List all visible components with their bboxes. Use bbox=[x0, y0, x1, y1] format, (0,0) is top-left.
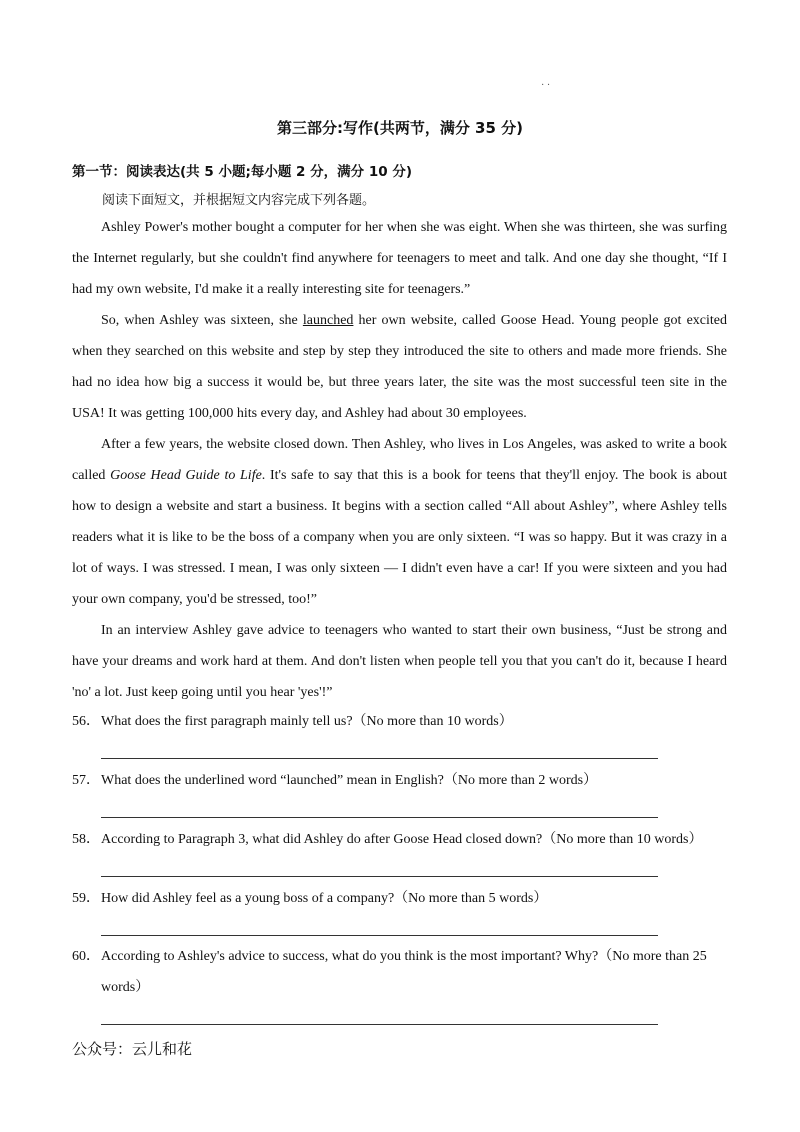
answer-line-56[interactable] bbox=[101, 758, 658, 759]
question-text: According to Ashley's advice to success, what do you think is the most important? Why?（No more than 25 bbox=[101, 949, 707, 964]
question-text: According to Paragraph 3, what did Ashley do after Goose Head closed down?（No more than 10 words） bbox=[101, 832, 703, 847]
paragraph-4: In an interview Ashley gave advice to teenagers who wanted to start their own business, “Just be strong and have your dreams and work hard at them. And don't listen when people tell you that you can't do it, because I heard 'no' a lot. Just keep going until you hear 'yes'!” bbox=[72, 623, 727, 700]
answer-line-57[interactable] bbox=[101, 817, 658, 818]
question-number: 60． bbox=[72, 949, 100, 964]
question-text: What does the first paragraph mainly tell us?（No more than 10 words） bbox=[101, 714, 513, 729]
question-58 bbox=[72, 824, 732, 855]
answer-line-58[interactable] bbox=[101, 876, 658, 877]
answer-line-60[interactable] bbox=[101, 1024, 658, 1025]
paragraph-2-rest: her own website, called Goose Head. Young people got excited when they searched on this website and step by step they introduced the site to others and made more friends. She had no idea how big a success it would be, but three years later, the site was the most successful teen site in the USA! It was getting 100,000 hits every day, and Ashley had about 30 employees. bbox=[72, 313, 727, 421]
paragraph-2-start: So, when Ashley was sixteen, she bbox=[101, 313, 303, 328]
question-56 bbox=[72, 706, 732, 737]
question-number: 57． bbox=[72, 773, 100, 788]
paragraph-3 bbox=[72, 429, 727, 615]
corner-marks: · · bbox=[541, 80, 551, 91]
answer-line-59[interactable] bbox=[101, 935, 658, 936]
underlined-word: launched bbox=[302, 313, 354, 328]
paragraph-2 bbox=[72, 305, 727, 429]
question-number: 56． bbox=[72, 714, 100, 729]
book-title: Goose Head Guide to Life bbox=[110, 468, 262, 483]
question-text: What does the underlined word “launched” mean in English?（No more than 2 words） bbox=[101, 773, 598, 788]
question-57 bbox=[72, 765, 732, 796]
paragraph-3-rest: . It's safe to say that this is a book for teens that they'll enjoy. The book is about how to design a website and start a business. It begins with a section called “All about Ashley”, where Ashley tells readers what it is like to be the boss of a company when you are only sixteen. “I was so happy. But it was crazy in a lot of ways. I was stressed. I mean, I was only sixteen — I didn't even have a car! If you were sixteen and you had your own company, you'd be stressed, too!” bbox=[72, 468, 727, 607]
section-title: 第一节：阅读表达(共 5 小题;每小题 2 分，满分 10 分) bbox=[72, 164, 413, 180]
paragraph-3-start: After a few years, the website closed down. Then Ashley, who lives in Los Angeles, was asked to write a book called bbox=[72, 437, 727, 483]
question-60 bbox=[72, 941, 732, 1003]
paragraph-1: Ashley Power's mother bought a computer for her when she was eight. When she was thirteen, she was surfing the Internet regularly, but she couldn't find anywhere for teenagers to meet and talk. And one day she thought, “If I had my own website, I'd make it a really interesting site for teenagers.” bbox=[72, 220, 727, 297]
instruction: 阅读下面短文，并根据短文内容完成下列各题。 bbox=[102, 193, 376, 208]
question-text: How did Ashley feel as a young boss of a company?（No more than 5 words） bbox=[101, 891, 548, 906]
question-59 bbox=[72, 883, 732, 914]
footer-account: 公众号：云儿和花 bbox=[72, 1040, 193, 1058]
part-title: 第三部分:写作(共两节，满分 35 分) bbox=[276, 119, 524, 137]
reading-passage bbox=[72, 212, 727, 708]
question-number: 58． bbox=[72, 832, 100, 847]
question-text-continued: words） bbox=[101, 980, 150, 995]
question-number: 59． bbox=[72, 891, 100, 906]
